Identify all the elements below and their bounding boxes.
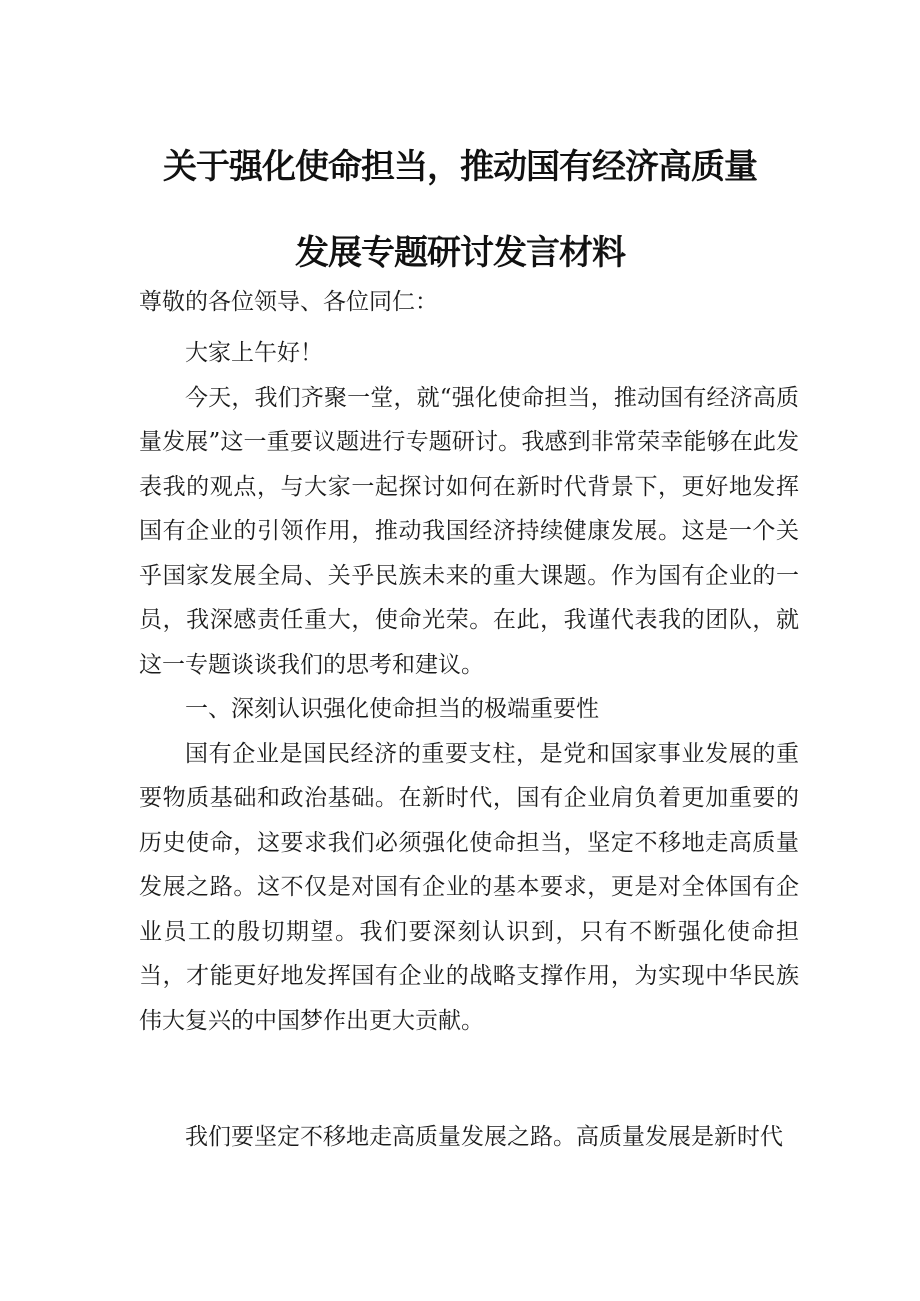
document-title-line-2: 发展专题研讨发言材料 (295, 233, 625, 273)
section-paragraph: 国有企业是国民经济的重要支柱，是党和国家事业发展的重要物质基础和政治基础。在新时代，国有企业肩负着更加重要的历史使命，这要求我们必须强化使命担当，坚定不移地走高质量发展之路。这不仅是对国有企业的基本要求，更是对全体国有企业员工的殷切期望。我们要深刻认识到，只有不断强化使命担当，才能更好地发挥国有企业的战略支撑作用，为实现中华民族伟大复兴的中国梦作出更大贡献。 (139, 740, 799, 1034)
continued-paragraph (139, 1115, 799, 1160)
section-heading: 一、深刻认识强化使命担当的极端重要性 (185, 696, 599, 722)
salutation: 尊敬的各位领导、各位同仁： (139, 289, 438, 315)
greeting: 大家上午好！ (185, 340, 323, 366)
intro-paragraph: 今天，我们齐聚一堂，就“强化使命担当，推动国有经济高质量发展”这一重要议题进行专题研讨。我感到非常荣幸能够在此发表我的观点，与大家一起探讨如何在新时代背景下，更好地发挥国有企业的引领作用，推动我国经济持续健康发展。这是一个关乎国家发展全局、关乎民族未来的重大课题。作为国有企业的一员，我深感责任重大，使命光荣。在此，我谨代表我的团队，就这一专题谈谈我们的思考和建议。 (139, 384, 799, 678)
document-title-line-1: 关于强化使命担当，推动国有经济高质量 (163, 147, 757, 187)
document-body (139, 331, 799, 1043)
continued-paragraph-text: 我们要坚定不移地走高质量发展之路。高质量发展是新时代 (185, 1124, 783, 1150)
